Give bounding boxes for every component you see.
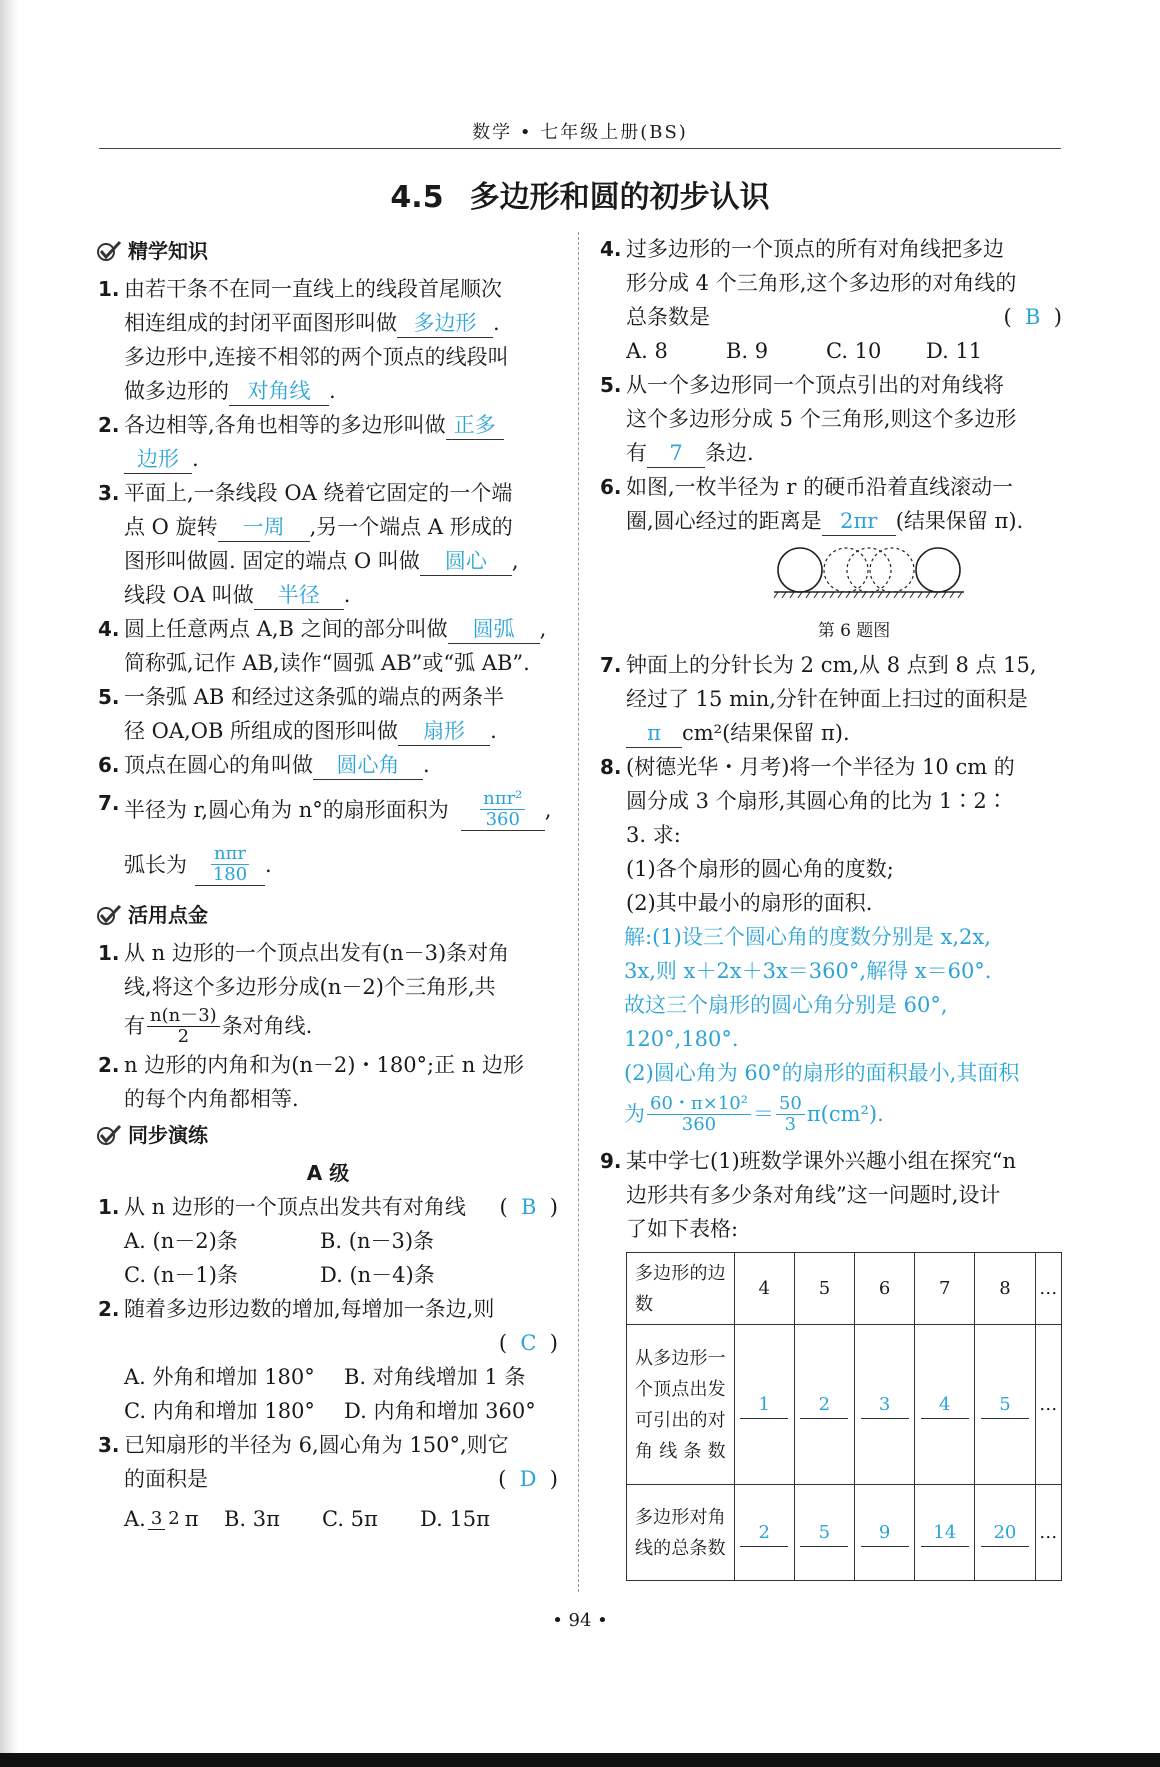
text-line: 半径为 r,圆心角为 n°的扇形面积为: [124, 798, 449, 822]
text-line: 简称弧,记作 AB,读作“圆弧 AB”或“弧 AB”.: [124, 651, 530, 675]
solution-line: 3x,则 x＋2x＋3x＝360°,解得 x＝60°.: [624, 959, 992, 983]
fraction-denominator: 2: [168, 1507, 180, 1529]
answer-blank: 2: [800, 1392, 848, 1419]
answer-blank: 7: [647, 439, 705, 468]
diagonal-table: [626, 1252, 1062, 1581]
section-practice: [96, 1118, 558, 1152]
text-line: 相连组成的封闭平面图形叫做: [124, 311, 397, 335]
checkmark-icon: [96, 1123, 122, 1147]
option-b: B. 9: [726, 339, 769, 363]
text-line: 从一个多边形同一个顶点引出的对角线将: [626, 373, 1004, 397]
knowledge-q4: [98, 612, 558, 680]
text-line: 了如下表格:: [626, 1217, 739, 1241]
solution-line: (2)圆心角为 60°的扇形的面积最小,其面积: [624, 1061, 1020, 1085]
text: cm²(结果保留 π).: [682, 721, 850, 745]
text-line: 从 n 边形的一个顶点出发共有对角线: [124, 1195, 466, 1219]
answer-blank: 3: [861, 1392, 909, 1419]
text-line: 这个多边形分成 5 个三角形,则这个多边形: [626, 407, 1017, 431]
option-b: B. 3π: [224, 1507, 280, 1531]
choice-answer: ( D ): [498, 1467, 558, 1491]
option-label: A.: [124, 1507, 146, 1531]
coin-rolling-figure: [626, 542, 1062, 614]
text-line: 做多边形的: [124, 379, 229, 403]
question-number: 3.: [98, 481, 120, 505]
text-line: 各边相等,各角也相等的多边形叫做: [124, 413, 446, 437]
solution-line: 120°,180°.: [624, 1027, 739, 1051]
table-cell: 8: [975, 1253, 1035, 1325]
answer-blank: 扇形: [398, 717, 490, 746]
text-line: 图形叫做圆. 固定的端点 O 叫做: [124, 549, 420, 573]
question-number: 7.: [98, 791, 120, 815]
practice-q2: [98, 1292, 558, 1428]
text: ,: [539, 617, 547, 641]
solution-line: 解:(1)设三个圆心角的度数分别是 x,2x,: [624, 925, 991, 949]
knowledge-q5: [98, 680, 558, 748]
fraction-numerator: n(n－3): [147, 1006, 220, 1027]
text-line: 钟面上的分针长为 2 cm,从 8 点到 8 点 15,: [626, 653, 1037, 677]
question-number: 6.: [98, 753, 120, 777]
fraction-numerator: 3: [148, 1509, 165, 1530]
text-line: 过多边形的一个顶点的所有对角线把多边: [626, 237, 1004, 261]
checkmark-icon: [96, 903, 122, 927]
table-cell: …: [1035, 1485, 1061, 1581]
answer-blank: 9: [861, 1520, 909, 1547]
table-cell: [915, 1325, 975, 1485]
fraction-denominator: 360: [485, 809, 520, 830]
section-title-apply: 活用点金: [128, 903, 208, 927]
answer-blank: 边形: [124, 445, 192, 474]
practice-q1: [98, 1190, 558, 1292]
answer-blank: 半径: [254, 581, 344, 610]
text: ,: [511, 549, 519, 573]
text-line: 从 n 边形的一个顶点出发有(n－3)条对角: [124, 941, 510, 965]
text-line: 形分成 4 个三角形,这个多边形的对角线的: [626, 271, 1017, 295]
table-cell: [915, 1485, 975, 1581]
answer-blank: [195, 844, 265, 886]
text: .: [343, 583, 351, 607]
knowledge-q6: [98, 748, 558, 782]
option-d: D. (n－4)条: [320, 1263, 435, 1287]
answer-blank: 多边形: [397, 309, 493, 338]
option-d: D. 内角和增加 360°: [344, 1399, 536, 1423]
answer-blank: 4: [921, 1392, 969, 1419]
option-c: C. (n－1)条: [124, 1263, 238, 1287]
text-line: 线,将这个多边形分成(n－2)个三角形,共: [124, 975, 496, 999]
answer-blank: 2πr: [822, 507, 896, 536]
answer-blank: 一周: [218, 513, 310, 542]
table-cell: 6: [855, 1253, 915, 1325]
practice-q9: [600, 1144, 1062, 1246]
text-line: 的每个内角都相等.: [124, 1087, 299, 1111]
answer-blank: 对角线: [229, 377, 329, 406]
text: .: [493, 311, 500, 335]
option-a: A. 外角和增加 180°: [124, 1365, 315, 1389]
answer-letter: D: [519, 1467, 537, 1491]
text-line: (2)其中最小的扇形的面积.: [626, 891, 873, 915]
answer-blank: 圆心角: [313, 751, 423, 780]
practice-q7: [600, 648, 1062, 750]
question-number: 2.: [98, 1297, 120, 1321]
book-spine-shadow: [0, 0, 18, 1767]
section-title-knowledge: 精学知识: [128, 239, 208, 263]
text: π: [184, 1507, 199, 1531]
table-cell: [975, 1325, 1035, 1485]
table-cell: [734, 1485, 794, 1581]
text-line: (树德光华・月考)将一个半径为 10 cm 的: [626, 755, 1015, 779]
text-line: 随着多边形边数的增加,每增加一条边,则: [124, 1297, 495, 1321]
question-number: 1.: [98, 1195, 120, 1219]
knowledge-q3: [98, 476, 558, 612]
table-row: [627, 1485, 1062, 1581]
practice-q4: [600, 232, 1062, 368]
choice-answer: ( C ): [498, 1331, 558, 1355]
option-a: A. 8: [626, 339, 668, 363]
text-line: 弧长为: [124, 853, 187, 877]
question-number: 8.: [600, 755, 622, 779]
table-cell: [855, 1485, 915, 1581]
table-cell: [794, 1485, 854, 1581]
text-line: 由若干条不在同一直线上的线段首尾顺次: [124, 277, 502, 301]
option-b: B. (n－3)条: [320, 1229, 435, 1253]
fraction-numerator: 50: [776, 1094, 805, 1115]
answer-blank: 2: [740, 1520, 788, 1547]
text: 条边.: [705, 441, 754, 465]
answer-blank: 14: [921, 1520, 969, 1547]
text-line: 3. 求:: [626, 823, 681, 847]
question-number: 5.: [98, 685, 120, 709]
answer-letter: B: [1025, 305, 1041, 329]
text-line: 径 OA,OB 所组成的图形叫做: [124, 719, 399, 743]
text-line: 如图,一枚半径为 r 的硬币沿着直线滚动一: [626, 475, 1014, 499]
choice-answer: ( B ): [1003, 305, 1062, 329]
table-cell: 5: [794, 1253, 854, 1325]
section-number: 4.5: [390, 180, 444, 215]
table-cell: [855, 1325, 915, 1485]
table-cell: [975, 1485, 1035, 1581]
text-line: 一条弧 AB 和经过这条弧的端点的两条半: [124, 685, 504, 709]
question-number: 7.: [600, 653, 622, 677]
table-cell: [794, 1325, 854, 1485]
column-divider: [578, 232, 579, 1592]
answer-blank: 20: [981, 1520, 1029, 1547]
row-header: 多边形对角线的总条数: [627, 1485, 735, 1581]
text-line: 总条数是: [626, 305, 710, 329]
answer-blank: 5: [800, 1520, 848, 1547]
section-title-practice: 同步演练: [128, 1123, 208, 1147]
choice-answer: ( B ): [499, 1195, 558, 1219]
text-line: 圈,圆心经过的距离是: [626, 509, 822, 533]
text-line: 圆分成 3 个扇形,其圆心角的比为 1∶2∶: [626, 789, 1008, 813]
section-apply: [96, 898, 558, 932]
text-line: 顶点在圆心的角叫做: [124, 753, 313, 777]
text-line: (1)各个扇形的圆心角的度数;: [626, 857, 894, 881]
figure-caption: 第 6 题图: [817, 621, 891, 641]
left-column: [98, 232, 558, 1542]
text: .: [329, 379, 336, 403]
section-title: 多边形和圆的初步认识: [469, 180, 770, 215]
option-b: B. 对角线增加 1 条: [344, 1365, 526, 1389]
answer-blank: 正多: [446, 411, 504, 440]
text-line: 平面上,一条线段 OA 绕着它固定的一个端: [124, 481, 513, 505]
knowledge-q2: [98, 408, 558, 476]
fraction-denominator: 2: [177, 1025, 190, 1047]
text: .: [265, 853, 272, 877]
text: π(cm²).: [806, 1102, 884, 1126]
text-line: 已知扇形的半径为 6,圆心角为 150°,则它: [124, 1433, 509, 1457]
fraction-denominator: 3: [784, 1113, 797, 1135]
fraction-denominator: 360: [681, 1113, 717, 1135]
text: 有: [626, 441, 647, 465]
fraction-numerator: 60・π×10²: [647, 1094, 751, 1115]
question-number: 4.: [98, 617, 120, 641]
table-cell: 4: [734, 1253, 794, 1325]
text-line: 点 O 旋转: [124, 515, 218, 539]
question-number: 5.: [600, 373, 622, 397]
practice-q8: [600, 750, 1062, 920]
answer-blank: 1: [740, 1392, 788, 1419]
question-number: 1.: [98, 941, 120, 965]
text-line: 边形共有多少条对角线”这一问题时,设计: [626, 1183, 1001, 1207]
text: ,: [544, 798, 552, 822]
text: 有: [124, 1014, 145, 1038]
text: .: [423, 753, 430, 777]
answer-letter: B: [521, 1195, 537, 1219]
text-line: n 边形的内角和为(n－2)・180°;正 n 边形: [124, 1053, 525, 1077]
right-column: [600, 232, 1062, 1581]
question-number: 2.: [98, 413, 120, 437]
answer-blank: [461, 789, 545, 831]
table-cell: [734, 1325, 794, 1485]
text: ＝: [752, 1102, 774, 1126]
fraction-denominator: 180: [212, 864, 248, 885]
option-d: D. 11: [926, 339, 983, 363]
page-number: • 94 •: [552, 1610, 608, 1631]
practice-q3: [98, 1428, 558, 1542]
answer-blank: 圆弧: [448, 615, 540, 644]
page-title: [0, 172, 1160, 216]
option-c: C. 内角和增加 180°: [124, 1399, 315, 1423]
table-row: [627, 1325, 1062, 1485]
option-d: D. 15π: [420, 1507, 490, 1531]
level-heading: A 级: [306, 1161, 350, 1185]
text-line: 的面积是: [124, 1467, 208, 1491]
question-number: 4.: [600, 237, 622, 261]
running-header: 数学 • 七年级上册(BS): [472, 122, 688, 143]
table-cell: …: [1035, 1325, 1061, 1485]
apply-q2: [98, 1048, 558, 1116]
text: 为: [624, 1102, 645, 1126]
text-line: 线段 OA 叫做: [124, 583, 254, 607]
table-cell: 7: [915, 1253, 975, 1325]
knowledge-q1: [98, 272, 558, 408]
header-rule: [99, 148, 1061, 149]
practice-q6: [600, 470, 1062, 648]
bottom-edge-bar: [0, 1753, 1160, 1767]
answer-blank: 5: [981, 1392, 1029, 1419]
text: ,另一个端点 A 形成的: [309, 515, 513, 539]
checkmark-icon: [96, 239, 122, 263]
question-number: 2.: [98, 1053, 120, 1077]
fraction-numerator: nπr²: [480, 789, 525, 810]
text: (结果保留 π).: [895, 509, 1024, 533]
solution-line: 故这三个扇形的圆心角分别是 60°,: [624, 993, 948, 1017]
solution-block: [600, 920, 1062, 1138]
text-line: 多边形中,连接不相邻的两个顶点的线段叫: [124, 345, 509, 369]
answer-letter: C: [520, 1331, 537, 1355]
text-line: 经过了 15 min,分针在钟面上扫过的面积是: [626, 687, 1028, 711]
text: .: [192, 447, 199, 471]
text-line: 圆上任意两点 A,B 之间的部分叫做: [124, 617, 448, 641]
text: 条对角线.: [221, 1014, 313, 1038]
text-line: 某中学七(1)班数学课外兴趣小组在探究“n: [626, 1149, 1017, 1173]
option-c: C. 5π: [322, 1507, 378, 1531]
section-knowledge: [96, 234, 558, 268]
option-a: [124, 1502, 224, 1536]
row-header: 从多边形一个顶点出发可引出的对角线条数: [627, 1325, 735, 1485]
table-cell: …: [1035, 1253, 1061, 1325]
question-number: 3.: [98, 1433, 120, 1457]
practice-q5: [600, 368, 1062, 470]
question-number: 9.: [600, 1149, 622, 1173]
text: .: [490, 719, 497, 743]
answer-blank: π: [626, 719, 682, 748]
fraction-numerator: nπr: [211, 844, 249, 865]
question-number: 6.: [600, 475, 622, 499]
question-number: 1.: [98, 277, 120, 301]
apply-q1: [98, 936, 558, 1048]
table-row: [627, 1253, 1062, 1325]
answer-blank: 圆心: [420, 547, 512, 576]
knowledge-q7: [98, 786, 558, 896]
row-header: 多边形的边数: [627, 1253, 735, 1325]
option-c: C. 10: [826, 339, 882, 363]
option-a: A. (n－2)条: [124, 1229, 238, 1253]
